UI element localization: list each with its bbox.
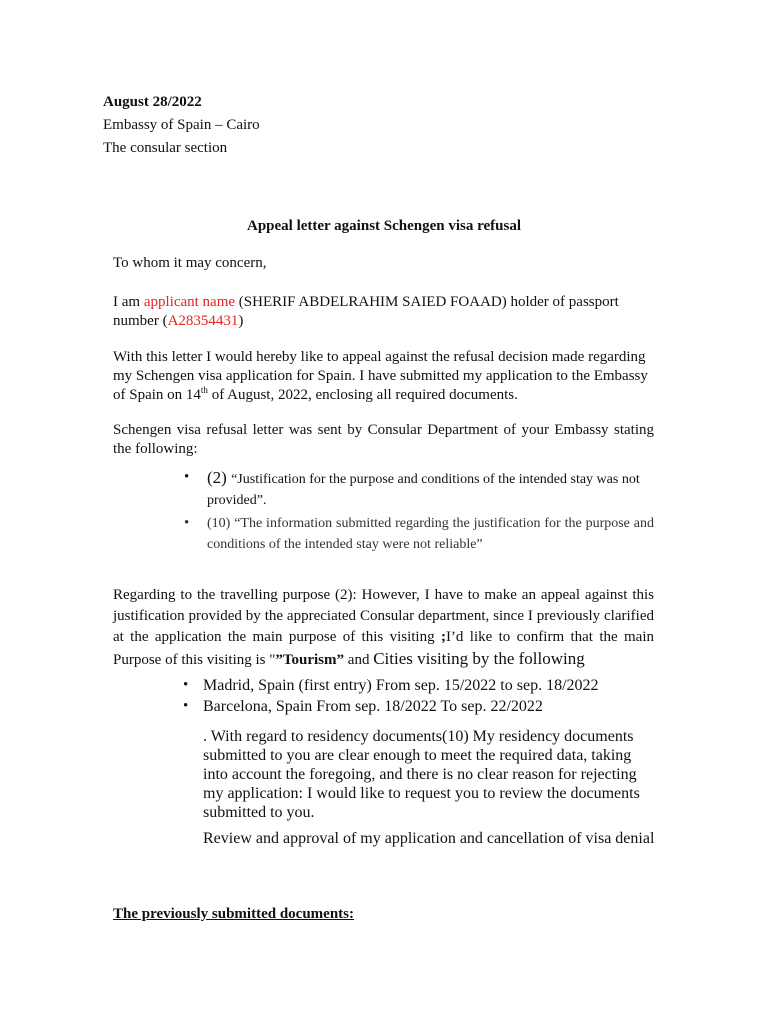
bullet-dot-icon: •: [183, 677, 189, 693]
bullet-dot-icon: •: [184, 515, 190, 531]
purpose-text-1: Regarding to the travelling purpose (2): However, I have to make an appeal against this justification provided by the appreciated Consular department, since I previously clarified at the application the main purpose of this visiting: [113, 587, 654, 645]
appeal-paragraph: [113, 348, 654, 405]
letter-title: Appeal letter against Schengen visa refusal: [246, 218, 522, 234]
purpose-bold-tourism: ”Tourism”: [275, 652, 345, 668]
bullet-dot-icon: •: [184, 469, 190, 485]
section-line: The consular section: [103, 140, 228, 156]
purpose-text-4: Cities visiting by the following: [373, 649, 585, 668]
intro-paragraph: [113, 293, 654, 331]
residency-paragraph: . With regard to residency documents(10) My residency documents submitted to you are clear enough to meet the required data, taking into account the foregoing, and there is no clear reason for rejecting my application: I would like to request you to review the documents submitted to you.: [203, 728, 640, 821]
purpose-text-2: I’d like to confirm that the main Purpose of this visiting is ": [113, 629, 654, 668]
reason-num: (10): [207, 516, 235, 531]
appeal-text-2: of August, 2022, enclosing all required documents.: [207, 387, 518, 403]
purpose-paragraph: [113, 585, 654, 671]
reasons-list: [184, 467, 654, 555]
bullet-dot-icon: •: [183, 698, 189, 714]
passport-number: A28354431: [167, 313, 239, 329]
appeal-text-1: With this letter I would hereby like to appeal against the refusal decision made regarding my Schengen visa application for Spain. I have submitted my application to the Embassy of Spain on 14: [113, 349, 648, 403]
itinerary-list: [183, 675, 663, 717]
purpose-text-3: and: [344, 652, 374, 668]
reason-num: (2): [207, 468, 232, 487]
reason-text: “The information submitted regarding the justification for the purpose and conditions of the intended stay were not reliable”: [207, 516, 654, 552]
intro-text-3: ): [238, 313, 244, 329]
appeal-sup: th: [200, 385, 208, 395]
purpose-bold-1: ;: [440, 629, 446, 645]
intro-text-1: I am: [113, 294, 144, 310]
recipient-line: Embassy of Spain – Cairo: [103, 117, 260, 133]
documents-heading: The previously submitted documents:: [113, 906, 354, 922]
applicant-name-label: applicant name: [143, 294, 236, 310]
reason-item: [184, 513, 654, 555]
intro-text-2: (SHERIF ABDELRAHIM SAIED FOAAD) holder of passport number (: [113, 294, 619, 329]
reason-text: “Justification for the purpose and conditions of the intended stay was not provided”.: [207, 472, 640, 508]
refusal-intro: Schengen visa refusal letter was sent by Consular Department of your Embassy stating the following:: [113, 422, 654, 457]
request-paragraph: Review and approval of my application and cancellation of visa denial: [203, 830, 655, 847]
itinerary-item: • Madrid, Spain (first entry) From sep. 15/2022 to sep. 18/2022: [183, 677, 599, 694]
salutation: To whom it may concern,: [113, 255, 267, 271]
reason-item: [184, 467, 654, 511]
letter-date: August 28/2022: [103, 94, 202, 110]
itinerary-item: • Barcelona, Spain From sep. 18/2022 To sep. 22/2022: [183, 698, 543, 715]
